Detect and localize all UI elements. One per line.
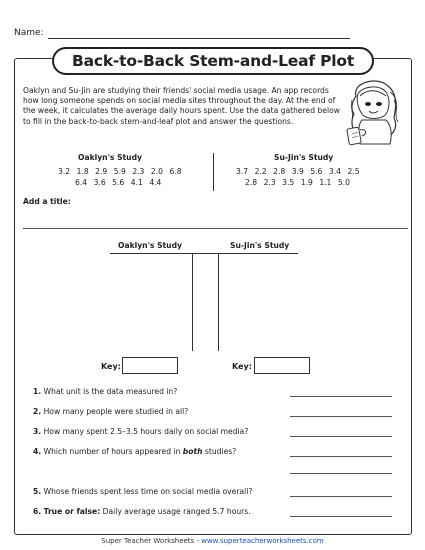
data-value: 1.1 bbox=[319, 178, 332, 187]
question-text: How many people were studied in all? bbox=[43, 407, 189, 416]
footer-separator: - bbox=[194, 537, 202, 545]
intro-paragraph: Oaklyn and Su-Jin are studying their friends' social media usage. An app records how long someone spends on social media sites throughout the day. At the end of the week, it calculates the average daily hours spent. Use the data gathered below to fill in the back-to-back stem-and-leaf plot and answer the questions. bbox=[23, 86, 340, 126]
data-value: 5.6 bbox=[310, 167, 323, 176]
oaklyn-data-row-2 bbox=[75, 178, 168, 187]
plot-right-heading: Su-Jin's Study bbox=[230, 241, 290, 250]
answer-line-4a[interactable] bbox=[290, 456, 392, 457]
data-value: 2.8 bbox=[273, 167, 286, 176]
answer-line-1[interactable] bbox=[290, 396, 392, 397]
name-field[interactable] bbox=[48, 38, 350, 39]
data-value: 2.3 bbox=[263, 178, 276, 187]
answer-line-4b[interactable] bbox=[290, 473, 392, 474]
question-number: 3. bbox=[33, 427, 42, 436]
data-value: 3.2 bbox=[58, 167, 71, 176]
question-5 bbox=[33, 487, 252, 496]
question-text: How many spent 2.5–3.5 hours daily on social media? bbox=[43, 427, 249, 436]
data-value: 5.0 bbox=[337, 178, 350, 187]
data-value: 3.6 bbox=[93, 178, 106, 187]
question-text: Daily average usage ranged 5.7 hours. bbox=[100, 507, 251, 516]
name-label: Name: bbox=[14, 28, 44, 38]
data-value: 3.9 bbox=[291, 167, 304, 176]
data-value: 5.6 bbox=[112, 178, 125, 187]
question-number: 4. bbox=[33, 447, 42, 456]
data-value: 1.8 bbox=[76, 167, 89, 176]
girl-with-phone-illustration bbox=[338, 78, 408, 150]
data-value: 3.4 bbox=[328, 167, 341, 176]
data-value: 1.9 bbox=[300, 178, 313, 187]
data-value: 3.7 bbox=[236, 167, 249, 176]
sujin-study-heading: Su-Jin's Study bbox=[274, 153, 334, 162]
sujin-data-row-2 bbox=[245, 178, 356, 187]
data-value: 2.0 bbox=[150, 167, 163, 176]
question-emphasis: both bbox=[182, 447, 203, 456]
data-value: 4.1 bbox=[130, 178, 143, 187]
left-key-box[interactable] bbox=[122, 357, 178, 374]
question-number: 1. bbox=[33, 387, 42, 396]
data-value: 2.9 bbox=[95, 167, 108, 176]
data-value: 6.8 bbox=[169, 167, 182, 176]
title-answer-line[interactable] bbox=[23, 228, 408, 229]
left-key-label: Key: bbox=[101, 362, 121, 371]
question-number: 6. bbox=[33, 507, 42, 516]
question-2 bbox=[33, 407, 188, 416]
question-number: 5. bbox=[33, 487, 42, 496]
question-1 bbox=[33, 387, 177, 396]
question-number: 2. bbox=[33, 407, 42, 416]
data-value: 4.4 bbox=[149, 178, 162, 187]
data-value: 2.8 bbox=[245, 178, 258, 187]
question-text: Which number of hours appeared in bbox=[43, 447, 183, 456]
question-6 bbox=[33, 507, 251, 516]
oaklyn-study-heading: Oaklyn's Study bbox=[78, 153, 142, 162]
question-text: Whose friends spent less time on social media overall? bbox=[43, 487, 253, 496]
answer-line-2[interactable] bbox=[290, 416, 392, 417]
sujin-data-row-1 bbox=[236, 167, 366, 176]
add-title-label: Add a title: bbox=[23, 197, 71, 206]
question-text: studies? bbox=[202, 447, 237, 456]
oaklyn-data-row-1 bbox=[58, 167, 188, 176]
worksheet-title: Back-to-Back Stem-and-Leaf Plot bbox=[52, 47, 374, 75]
right-key-box[interactable] bbox=[254, 357, 310, 374]
question-bold-prefix: True or false: bbox=[43, 507, 101, 516]
answer-line-3[interactable] bbox=[290, 436, 392, 437]
data-value: 2.2 bbox=[254, 167, 267, 176]
question-4 bbox=[33, 447, 236, 456]
data-value: 3.5 bbox=[282, 178, 295, 187]
data-value: 2.5 bbox=[347, 167, 360, 176]
question-3 bbox=[33, 427, 248, 436]
data-value: 6.4 bbox=[75, 178, 88, 187]
plot-header-line bbox=[110, 253, 298, 254]
plot-stem-line-left bbox=[192, 253, 193, 351]
footer bbox=[0, 537, 425, 545]
answer-line-6[interactable] bbox=[290, 516, 392, 517]
footer-brand: Super Teacher Worksheets bbox=[101, 537, 195, 545]
plot-stem-line-right bbox=[218, 253, 219, 351]
plot-left-heading: Oaklyn's Study bbox=[118, 241, 182, 250]
question-text: What unit is the data measured in? bbox=[43, 387, 178, 396]
right-key-label: Key: bbox=[232, 362, 252, 371]
data-value: 5.9 bbox=[113, 167, 126, 176]
data-value: 2.3 bbox=[132, 167, 145, 176]
answer-line-5[interactable] bbox=[290, 496, 392, 497]
footer-url-link[interactable]: www.superteacherworksheets.com bbox=[201, 537, 324, 545]
study-divider bbox=[213, 153, 214, 191]
